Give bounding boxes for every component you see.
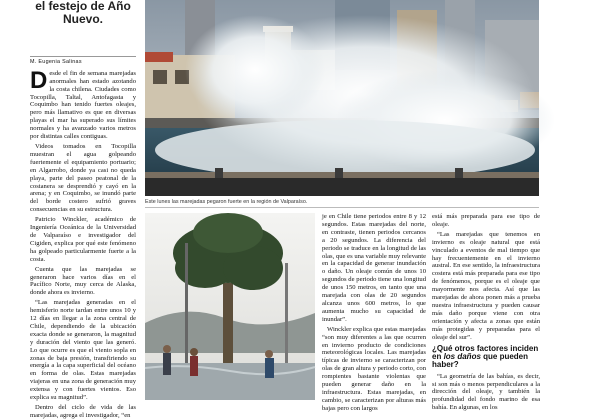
paragraph: je en Chile tiene periodos entre 8 y 12 segundos. Estas marejadas del norte, en contraste, tienen periodos cercanos a 20 segundos. La diferencia del periodo se traduce en la longitud de las olas, que es una variable muy relevante en la capacidad de generar inundación o daño. Un oleaje común de unos 10 segundos de periodo tiene una longitud de unos 150 metros, en tanto que una marejada con olas de 20 segundos alcanza unos 600 metros, lo que aumenta mucho su capacidad de inundar”.: [322, 213, 426, 323]
column-4: [432, 213, 540, 412]
paragraph: Patricio Winckler, académico de Ingeniería Oceánica de la Universidad de Valparaíso e investigador del Cigiden, explica por qué este fenómeno ha golpeado particularmente fuerte a la costa.: [30, 216, 136, 263]
paragraph: Dentro del ciclo de vida de las marejadas, agrega el investigador, “en: [30, 404, 136, 419]
paragraph: Cuenta que las marejadas se generaron hace varios días en el Pacífico Norte, muy cerca de Alaska, donde ahora es invierno.: [30, 265, 136, 297]
paragraph: “La geometría de las bahías, es decir, si son más o menos perpendiculares a la dirección del oleaje, y también la profundidad del fondo marino de esa bahía. En algunas, en los: [432, 372, 540, 412]
photo-flooded-street: [145, 213, 315, 400]
headline: el festejo de Año Nuevo.: [35, 0, 131, 27]
photo-waves-valparaiso: [145, 0, 539, 196]
subheading: ¿Qué otros factores inciden en los daños que pueden haber?: [432, 343, 539, 370]
column-1: [30, 0, 136, 419]
byline: M. Eugenia Salinas: [30, 56, 136, 65]
lead-paragraph: [30, 66, 136, 141]
column-3: [322, 213, 426, 412]
paragraph: Videos tomados en Tocopilla muestran el agua golpeando fuertemente el equipamiento portuario; en Algarrobo, donde ya casi no queda playa, parte del paseo peatonal de la costanera se desprendió y cayó en la arena; y en Coquimbo, se inundó parte del borde costero sufrió graves consecuencias en su estructura.: [30, 143, 136, 214]
paragraph: “Las marejadas generadas en el hemisferio norte tardan entre unos 10 y 12 días en llegar a la zona central de Chile, dependiendo de la ubicación exacta donde se generaron, la magnitud y duración del viento que las generó. Lo que ocurre es que el viento sopla en zonas de baja presión, transfiriendo su energía a la capa superficial del océano en forma de olas. Estas marejadas viajeras en una zona de generación muy extensa y con fuertes vientos. Eso explica su magnitud”.: [30, 299, 136, 402]
paragraph: está más preparada para ese tipo de oleaje.: [432, 213, 540, 228]
paragraph: “Las marejadas que tenemos en invierno es oleaje natural que está vinculado a eventos de mal tiempo que hay frecuentemente en el invierno austral. En ese sentido, la infraestructura costera está más preparada para ese tipo de fenómenos, porque es el oleaje que mayormente nos afecta. Así que las marejadas de ahora ponen más a prueba nuestra infraestructura y pueden causar más daño porque viene con otra orientación y afecta a zonas que están más protegidas y preparadas para el oleaje del sur”.: [432, 230, 540, 341]
photo-caption: Este lunes las marejadas pegaron fuerte en la región de Valparaíso.: [145, 199, 539, 208]
drop-cap: D: [30, 66, 48, 94]
paragraph: Winckler explica que estas marejadas “son muy diferentes a las que ocurren en invierno producto de condiciones meteorológicas locales. Las marejadas típicas de invierno se caracterizan por olas de gran altura y periodo corto, con rompientes bastante violentas que pueden generar daño en la infraestructura. Estas marejadas, en cambio, se caracterizan por alturas más bajas pero con largos: [322, 325, 426, 412]
lead-text: esde el fin de semana marejadas anormales han estado azotando la costa chilena. Ciudades como Tocopilla, Taltal, Antofagasta y Coquimbo han tenido fuertes oleajes, pero más llamativo es que en diversas playas el mar ha superado sus límites normales y ha avanzado varios metros por distintas calles contiguas.: [30, 69, 136, 141]
